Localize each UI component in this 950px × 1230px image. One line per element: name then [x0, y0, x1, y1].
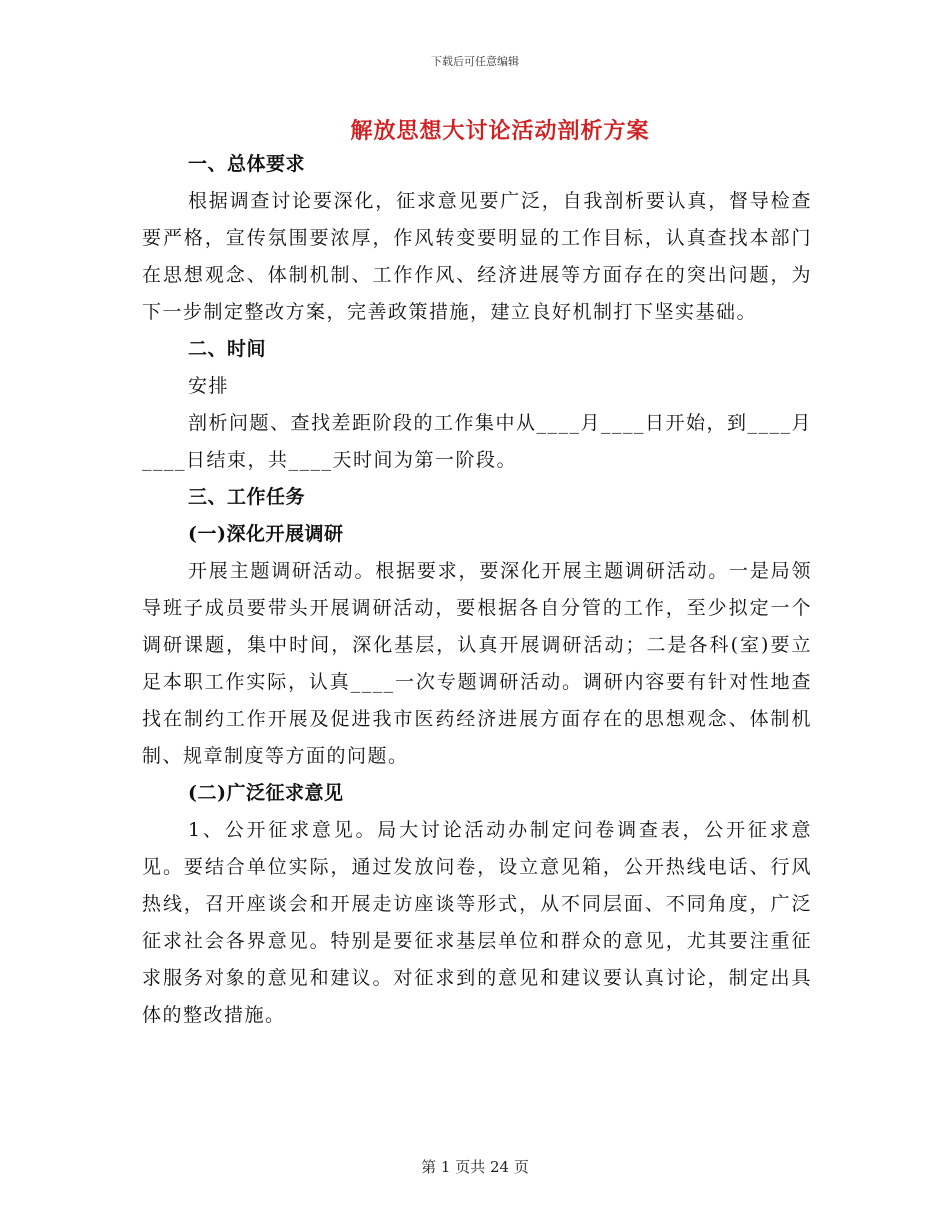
section-heading-time: 二、时间	[188, 338, 267, 360]
paragraph-overall-requirements: 根据调查讨论要深化，征求意见要广泛，自我剖析要认真，督导检查要严格，宣传氛围要浓厚，作风转变要明显的工作目标，认真查找本部门在思想观念、体制机制、工作作风、经济进展等方面存在的突出问题，为下一步制定整改方案，完善政策措施，建立良好机制打下坚实基础。	[142, 190, 812, 323]
paragraph-opinions: 1、公开征求意见。局大讨论活动办制定问卷调查表，公开征求意见。要结合单位实际，通过发放问卷，设立意见箱，公开热线电话、行风热线，召开座谈会和开展走访座谈等形式，从不同层面、不同角度，广泛征求社会各界意见。特别是要征求基层单位和群众的意见，尤其要注重征求服务对象的意见和建议。对征求到的意见和建议要认真讨论，制定出具体的整改措施。	[142, 819, 812, 1026]
subsection-heading-research: (一)深化开展调研	[188, 523, 344, 545]
document-body	[142, 146, 812, 1034]
section-heading-overall-requirements: 一、总体要求	[188, 153, 306, 175]
line-arrangement: 安排	[188, 375, 230, 397]
page-footer: 第 1 页共 24 页	[421, 1158, 529, 1176]
section-heading-work-tasks: 三、工作任务	[188, 486, 306, 508]
paragraph-research: 开展主题调研活动。根据要求，要深化开展主题调研活动。一是局领导班子成员要带头开展调研活动，要根据各自分管的工作，至少拟定一个调研课题，集中时间，深化基层，认真开展调研活动；二是各科(室)要立足本职工作实际，认真____一次专题调研活动。调研内容要有针对性地查找在制约工作开展及促进我市医药经济进展方面存在的思想观念、体制机制、规章制度等方面的问题。	[142, 560, 812, 767]
subsection-heading-opinions: (二)广泛征求意见	[188, 782, 344, 804]
document-title: 解放思想大讨论活动剖析方案	[350, 118, 650, 144]
header-note: 下载后可任意编辑	[431, 55, 519, 68]
paragraph-time-schedule: 剖析问题、查找差距阶段的工作集中从____月____日开始，到____月____日结束，共____天时间为第一阶段。	[142, 412, 813, 471]
